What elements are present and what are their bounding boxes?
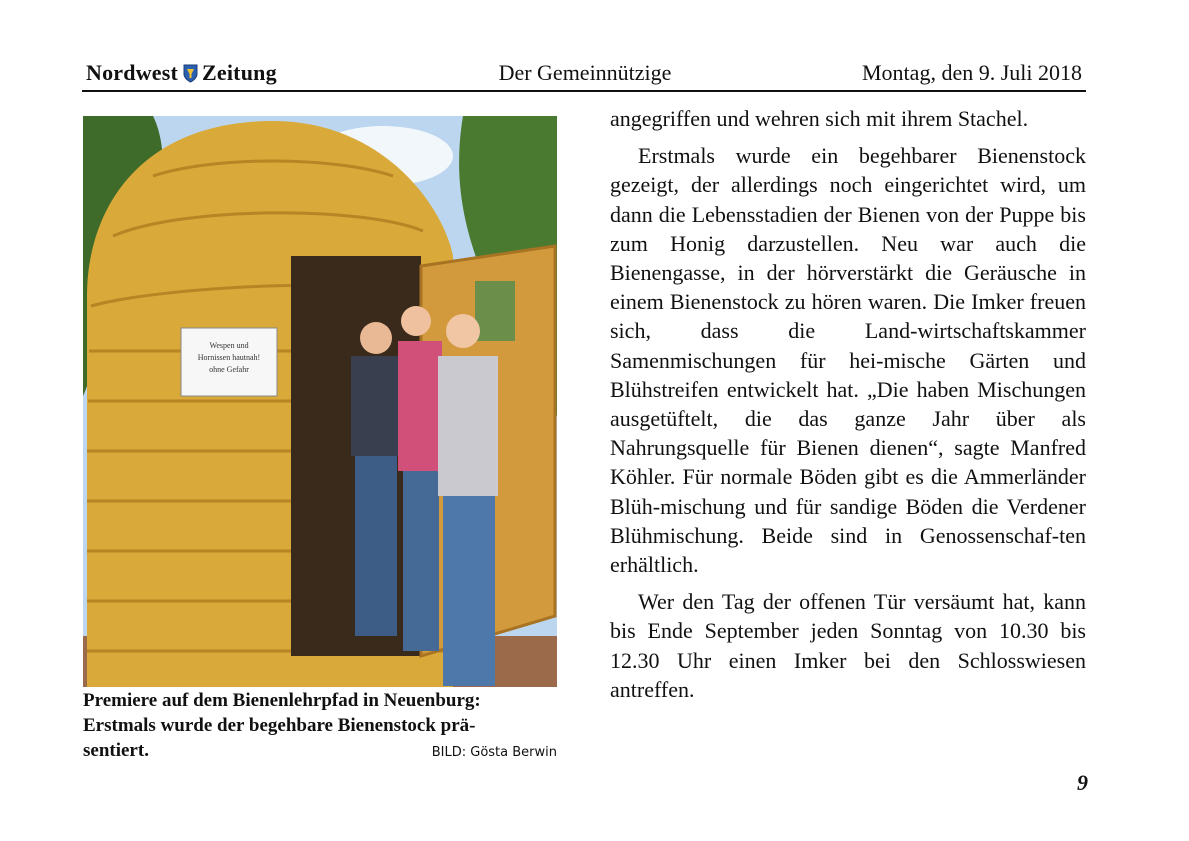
article-paragraph: angegriffen und wehren sich mit ihrem Stachel.	[610, 106, 1029, 131]
article-paragraph: Erstmals wurde ein begehbarer Bienenstock gezeigt, der allerdings noch eingerichtet wird, um dann die Lebensstadien der Bienen von der Puppe bis zum Honig darzustellen. Neu war auch die Bienengasse, in der hörverstärkt die Geräusche in einem Bienenstock zu hören waren. Die Imker freuen sich, dass die Land-wirtschaftskammer Samenmischungen für hei-mische Gärten und Blühstreifen entwickelt hat. „Die haben Mischungen ausgetüftelt, die das ganze Jahr über als Nahrungsquelle für Bienen dienen“, sagte Manfred Köhler. Für normale Böden gibt es die Ammerländer Blüh-mischung und für sandige Böden die Verdener Blühmischung. Beide sind in Genossenschaf-ten erhältlich.	[610, 143, 1086, 578]
article-column	[610, 104, 1086, 704]
masthead-word-2: Zeitung	[202, 60, 277, 85]
article-paragraph: Wer den Tag der offenen Tür versäumt hat, kann bis Ende September jeden Sonntag von 10.30 bis 12.30 Uhr einen Imker bei den Schlosswiesen antreffen.	[610, 589, 1086, 702]
caption-line-3-row	[83, 738, 557, 765]
article-photo	[83, 116, 557, 687]
caption-line-3: sentiert.	[83, 740, 149, 761]
svg-text:ohne Gefahr: ohne Gefahr	[209, 365, 249, 374]
page-header	[84, 58, 1086, 90]
masthead-word-1: Nordwest	[86, 60, 179, 85]
photo-credit: BILD: Gösta Berwin	[431, 745, 557, 760]
caption-line-1: Premiere auf dem Bienenlehrpfad in Neuenburg:	[83, 690, 481, 711]
section-title: Der Gemeinnützige	[498, 60, 672, 85]
issue-date: Montag, den 9. Juli 2018	[862, 60, 1082, 85]
beehive-scene	[83, 116, 557, 687]
photo-caption	[83, 688, 557, 765]
caption-line-2: Erstmals wurde der begehbare Bienenstock prä-	[83, 715, 476, 736]
svg-text:Wespen und: Wespen und	[209, 341, 249, 350]
svg-text:Hornissen hautnah!: Hornissen hautnah!	[197, 353, 261, 362]
page-number: 9	[1077, 770, 1088, 795]
header-rule	[82, 90, 1086, 92]
